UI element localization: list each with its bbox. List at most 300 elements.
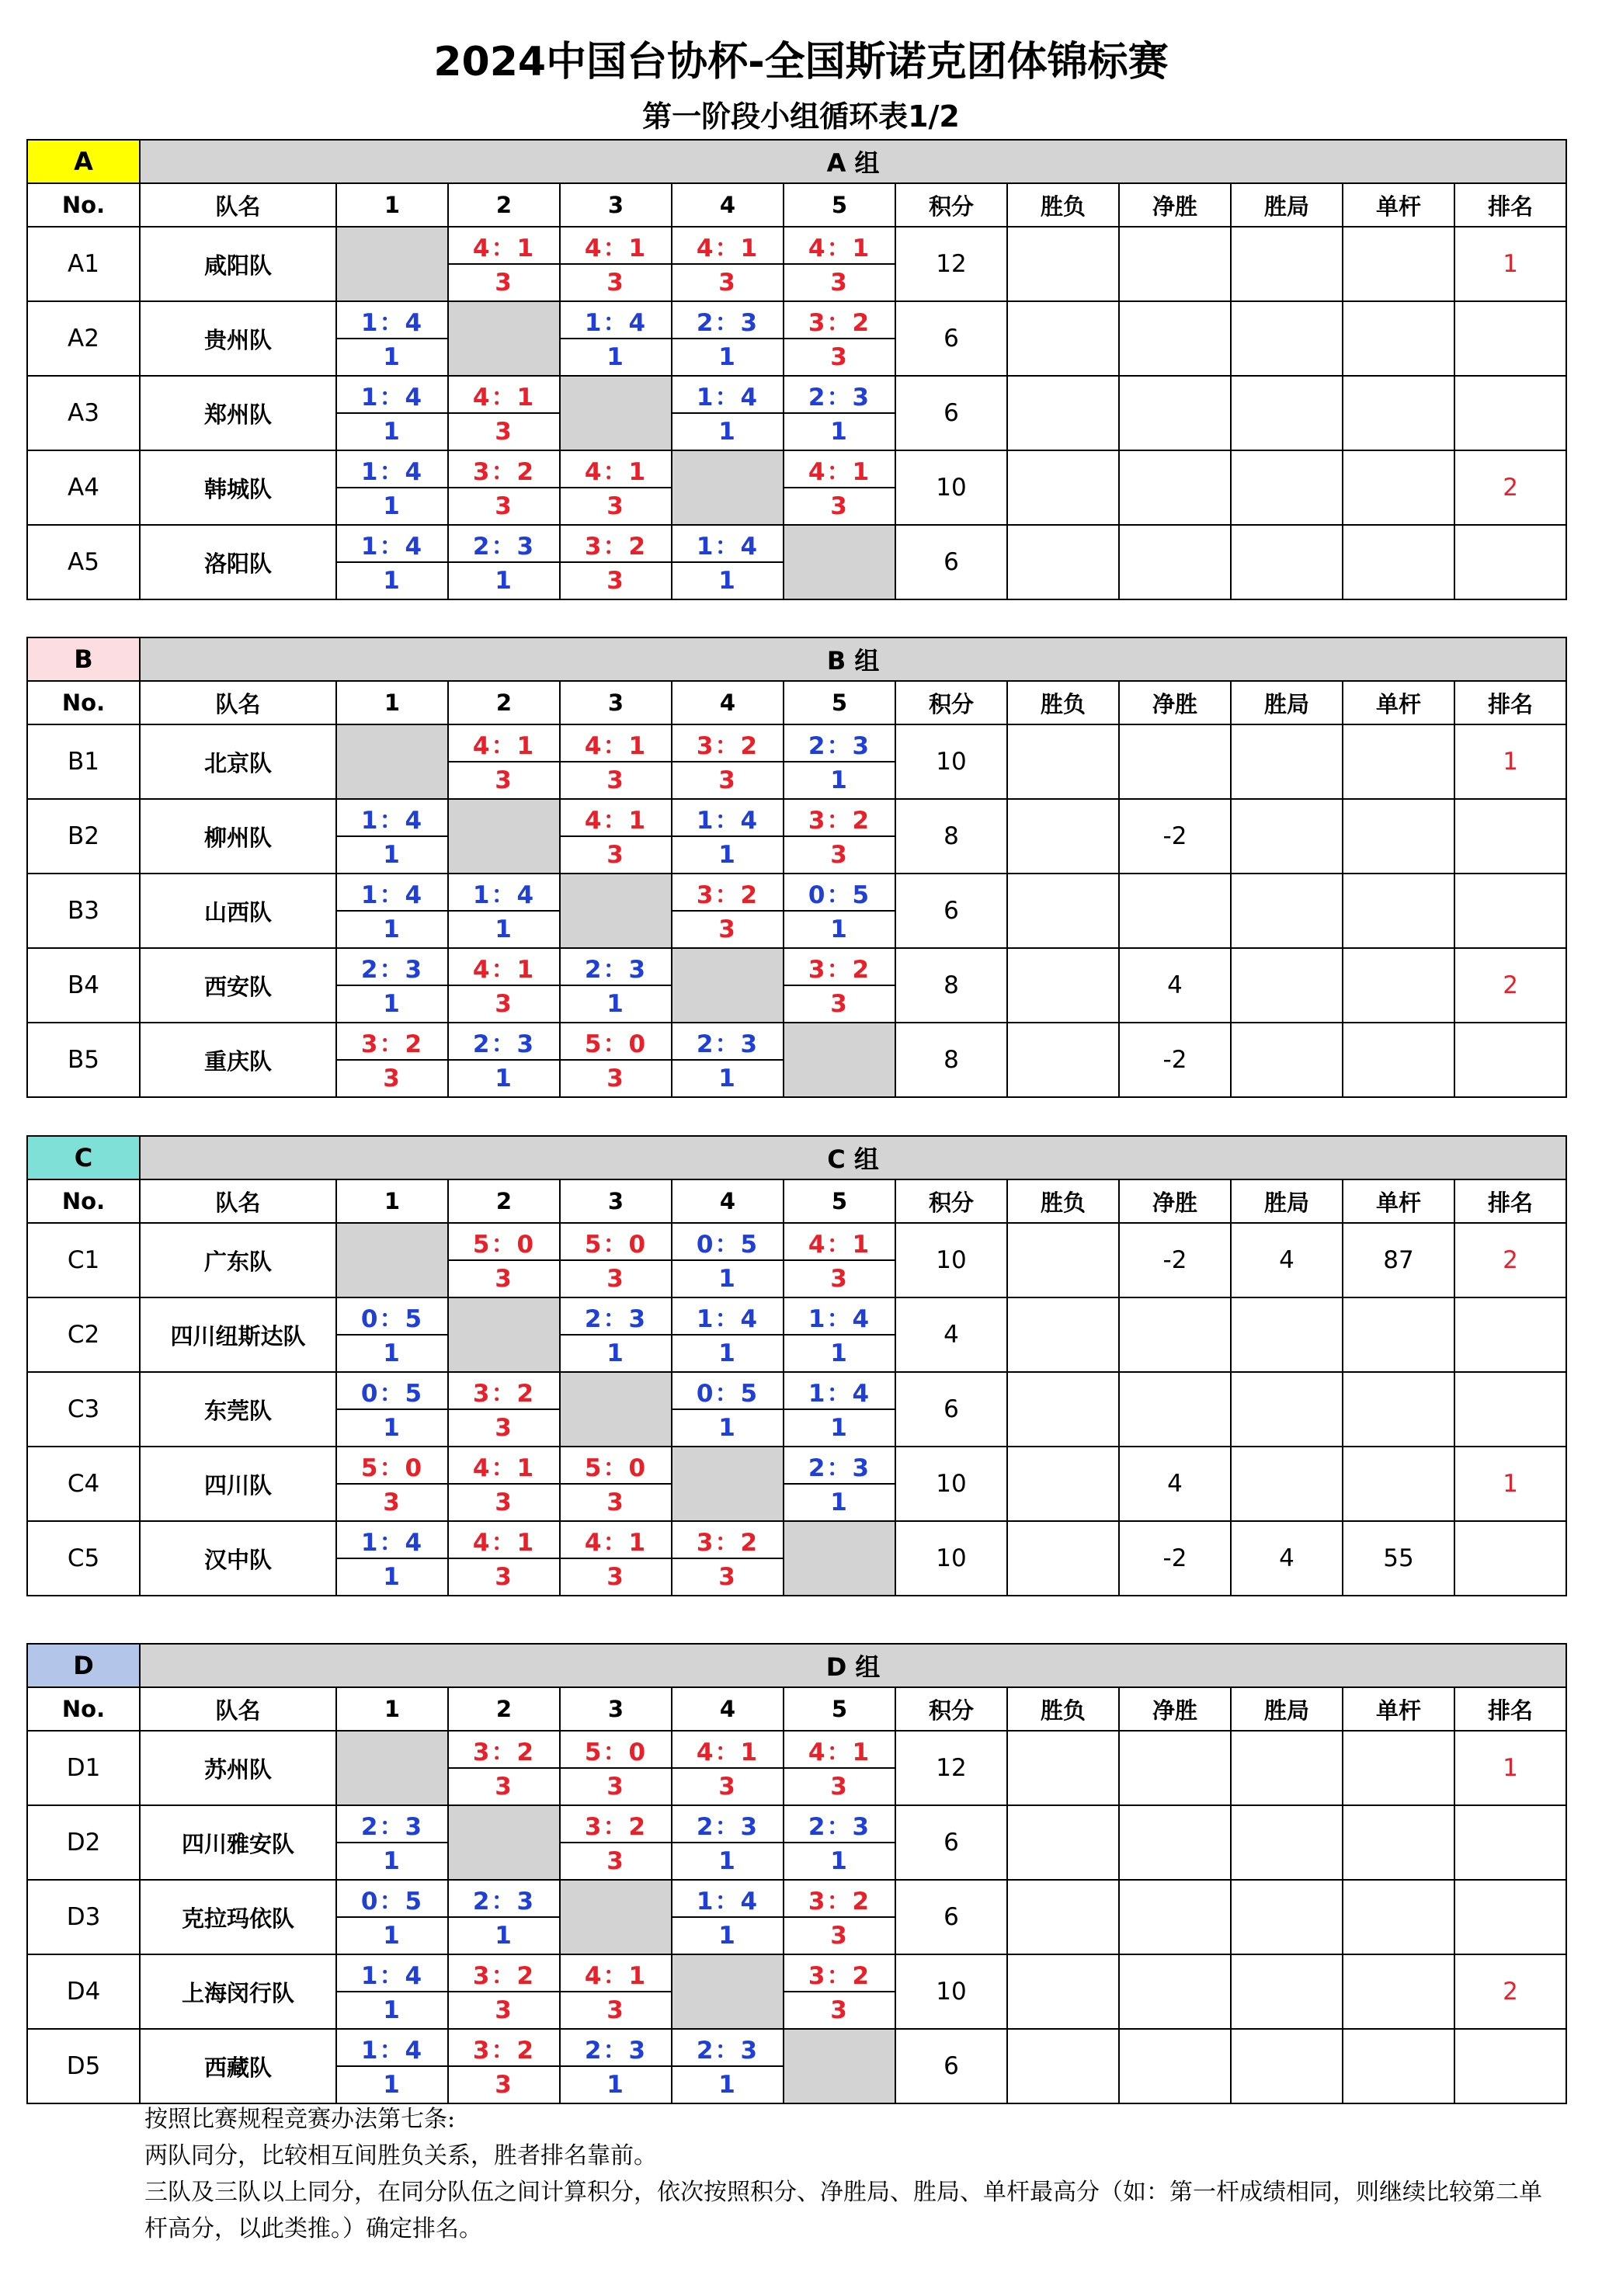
team-number: B4 [27, 948, 140, 1023]
match-points: 1 [784, 413, 895, 450]
column-header: 1 [336, 1687, 448, 1731]
match-points: 1 [784, 762, 895, 799]
high-break [1343, 1731, 1454, 1805]
rank [1454, 874, 1566, 948]
match-points: 3 [560, 264, 672, 301]
high-break [1343, 1880, 1454, 1954]
rank: 1 [1454, 724, 1566, 799]
match-points: 3 [560, 1558, 672, 1596]
high-break [1343, 1954, 1454, 2029]
frames-won [1231, 376, 1343, 450]
frames-won [1231, 2029, 1343, 2103]
team-number: B2 [27, 799, 140, 874]
match-points: 1 [784, 911, 895, 948]
match-points: 3 [448, 1992, 560, 2029]
team-number: C4 [27, 1447, 140, 1521]
match-points: 3 [784, 985, 895, 1023]
match-points: 1 [336, 911, 448, 948]
total-points: 10 [895, 1447, 1007, 1521]
high-break [1343, 301, 1454, 376]
match-score: 5：0 [560, 1731, 672, 1768]
match-points: 3 [560, 836, 672, 874]
rank [1454, 1372, 1566, 1447]
team-name: 西藏队 [140, 2029, 336, 2103]
column-header: 2 [448, 681, 560, 724]
match-points: 1 [672, 2066, 784, 2103]
win-loss [1007, 2029, 1119, 2103]
match-points: 3 [784, 1768, 895, 1805]
self-match-cell [784, 1521, 895, 1596]
column-header: 单杆 [1343, 681, 1454, 724]
match-points: 3 [560, 1260, 672, 1297]
column-header: 积分 [895, 1179, 1007, 1223]
group-name: A 组 [140, 140, 1566, 183]
match-score: 2：3 [336, 948, 448, 985]
team-row [27, 724, 1566, 762]
match-points: 1 [672, 413, 784, 450]
match-score: 2：3 [784, 376, 895, 413]
win-loss [1007, 1223, 1119, 1297]
match-points: 1 [672, 1335, 784, 1372]
match-points: 3 [784, 488, 895, 525]
team-row [27, 1521, 1566, 1558]
column-header: 5 [784, 1179, 895, 1223]
total-points: 10 [895, 450, 1007, 525]
team-number: B5 [27, 1023, 140, 1097]
total-points: 4 [895, 1297, 1007, 1372]
match-points: 3 [336, 1484, 448, 1521]
team-name: 重庆队 [140, 1023, 336, 1097]
match-score: 5：0 [560, 1223, 672, 1260]
group-code: A [27, 140, 140, 183]
column-header-row [27, 183, 1566, 227]
match-points: 3 [784, 339, 895, 376]
win-loss [1007, 1805, 1119, 1880]
match-points: 3 [448, 985, 560, 1023]
frames-won: 4 [1231, 1223, 1343, 1297]
frames-won [1231, 1297, 1343, 1372]
match-score: 0：5 [336, 1880, 448, 1917]
match-score: 1：4 [336, 799, 448, 836]
match-score: 2：3 [784, 1805, 895, 1843]
match-points: 1 [336, 836, 448, 874]
column-header: 队名 [140, 1179, 336, 1223]
net-frames [1119, 1805, 1231, 1880]
match-points: 1 [336, 1992, 448, 2029]
column-header: No. [27, 183, 140, 227]
match-points: 1 [448, 911, 560, 948]
self-match-cell [336, 227, 448, 301]
team-name: 汉中队 [140, 1521, 336, 1596]
team-number: C5 [27, 1521, 140, 1596]
match-score: 2：3 [784, 724, 895, 762]
match-score: 1：4 [448, 874, 560, 911]
total-points: 12 [895, 1731, 1007, 1805]
win-loss [1007, 1372, 1119, 1447]
match-points: 1 [560, 2066, 672, 2103]
column-header: 队名 [140, 681, 336, 724]
match-points: 3 [784, 1917, 895, 1954]
frames-won [1231, 525, 1343, 599]
team-row [27, 450, 1566, 488]
column-header: 排名 [1454, 1687, 1566, 1731]
net-frames [1119, 301, 1231, 376]
frames-won [1231, 724, 1343, 799]
team-name: 广东队 [140, 1223, 336, 1297]
match-score: 5：0 [560, 1447, 672, 1484]
column-header: 队名 [140, 1687, 336, 1731]
match-score: 2：3 [560, 2029, 672, 2066]
rank [1454, 301, 1566, 376]
net-frames: 4 [1119, 1447, 1231, 1521]
group-code: B [27, 637, 140, 681]
match-score: 5：0 [336, 1447, 448, 1484]
self-match-cell [448, 1297, 560, 1372]
total-points: 8 [895, 799, 1007, 874]
match-points: 3 [448, 1768, 560, 1805]
match-points: 1 [784, 1484, 895, 1521]
column-header: 胜局 [1231, 1179, 1343, 1223]
column-header: No. [27, 681, 140, 724]
match-points: 1 [784, 1843, 895, 1880]
self-match-cell [448, 799, 560, 874]
team-number: D5 [27, 2029, 140, 2103]
win-loss [1007, 874, 1119, 948]
match-score: 4：1 [560, 1954, 672, 1992]
match-points: 1 [336, 1409, 448, 1447]
match-points: 3 [672, 264, 784, 301]
match-score: 4：1 [560, 227, 672, 264]
column-header: 4 [672, 681, 784, 724]
match-points: 3 [560, 1843, 672, 1880]
match-score: 3：2 [672, 1521, 784, 1558]
match-score: 4：1 [448, 227, 560, 264]
match-score: 4：1 [672, 1731, 784, 1768]
net-frames [1119, 1880, 1231, 1954]
match-points: 1 [448, 1917, 560, 1954]
total-points: 10 [895, 1521, 1007, 1596]
match-score: 4：1 [784, 1731, 895, 1768]
column-header: 胜负 [1007, 183, 1119, 227]
rank: 2 [1454, 1223, 1566, 1297]
column-header: 2 [448, 183, 560, 227]
match-score: 2：3 [560, 948, 672, 985]
match-points: 1 [448, 1060, 560, 1097]
match-points: 3 [784, 1992, 895, 2029]
total-points: 6 [895, 1880, 1007, 1954]
team-name: 贵州队 [140, 301, 336, 376]
net-frames [1119, 724, 1231, 799]
match-score: 4：1 [784, 227, 895, 264]
total-points: 6 [895, 874, 1007, 948]
team-number: B1 [27, 724, 140, 799]
match-score: 4：1 [784, 450, 895, 488]
high-break: 87 [1343, 1223, 1454, 1297]
column-header: 3 [560, 681, 672, 724]
team-row [27, 1805, 1566, 1843]
team-number: B3 [27, 874, 140, 948]
match-points: 1 [672, 1260, 784, 1297]
team-name: 苏州队 [140, 1731, 336, 1805]
group-code: D [27, 1644, 140, 1687]
match-score: 3：2 [784, 1954, 895, 1992]
column-header: 5 [784, 1687, 895, 1731]
team-name: 北京队 [140, 724, 336, 799]
column-header: 排名 [1454, 681, 1566, 724]
team-row [27, 1023, 1566, 1060]
match-score: 2：3 [672, 1805, 784, 1843]
match-score: 3：2 [560, 525, 672, 562]
group-header-row [27, 1644, 1566, 1687]
team-name: 克拉玛依队 [140, 1880, 336, 1954]
match-points: 3 [448, 413, 560, 450]
team-number: A4 [27, 450, 140, 525]
team-row [27, 1954, 1566, 1992]
rules-notes [144, 2101, 1558, 2247]
high-break [1343, 874, 1454, 948]
match-points: 3 [560, 1484, 672, 1521]
match-score: 4：1 [560, 799, 672, 836]
match-score: 1：4 [336, 1521, 448, 1558]
frames-won [1231, 1880, 1343, 1954]
total-points: 6 [895, 2029, 1007, 2103]
match-score: 4：1 [448, 948, 560, 985]
match-score: 3：2 [784, 1880, 895, 1917]
rank [1454, 1805, 1566, 1880]
total-points: 12 [895, 227, 1007, 301]
total-points: 10 [895, 724, 1007, 799]
frames-won [1231, 301, 1343, 376]
match-points: 3 [784, 836, 895, 874]
match-score: 1：4 [336, 450, 448, 488]
match-points: 1 [336, 1558, 448, 1596]
team-row [27, 2029, 1566, 2066]
team-name: 洛阳队 [140, 525, 336, 599]
rank [1454, 1023, 1566, 1097]
team-row [27, 1372, 1566, 1409]
high-break [1343, 1372, 1454, 1447]
column-header: 3 [560, 183, 672, 227]
win-loss [1007, 799, 1119, 874]
column-header: 单杆 [1343, 1179, 1454, 1223]
team-row [27, 1223, 1566, 1260]
match-score: 3：2 [448, 1372, 560, 1409]
win-loss [1007, 1297, 1119, 1372]
win-loss [1007, 1447, 1119, 1521]
team-name: 韩城队 [140, 450, 336, 525]
match-points: 1 [784, 1409, 895, 1447]
column-header: 胜局 [1231, 183, 1343, 227]
match-score: 2：3 [448, 1023, 560, 1060]
match-points: 3 [672, 911, 784, 948]
match-points: 3 [448, 1558, 560, 1596]
match-points: 3 [672, 1768, 784, 1805]
frames-won [1231, 874, 1343, 948]
match-points: 3 [448, 1484, 560, 1521]
match-score: 2：3 [784, 1447, 895, 1484]
match-points: 1 [448, 562, 560, 599]
column-header: 胜局 [1231, 1687, 1343, 1731]
match-score: 3：2 [672, 874, 784, 911]
self-match-cell [672, 948, 784, 1023]
high-break [1343, 525, 1454, 599]
self-match-cell [560, 874, 672, 948]
column-header: 积分 [895, 183, 1007, 227]
net-frames [1119, 525, 1231, 599]
self-match-cell [672, 1954, 784, 2029]
net-frames [1119, 1731, 1231, 1805]
group-header-row [27, 1136, 1566, 1179]
team-number: D4 [27, 1954, 140, 2029]
total-points: 6 [895, 525, 1007, 599]
match-score: 4：1 [672, 227, 784, 264]
team-name: 西安队 [140, 948, 336, 1023]
win-loss [1007, 1521, 1119, 1596]
team-row [27, 301, 1566, 339]
column-header-row [27, 681, 1566, 724]
win-loss [1007, 1023, 1119, 1097]
column-header: 队名 [140, 183, 336, 227]
match-score: 1：4 [336, 874, 448, 911]
match-score: 1：4 [336, 301, 448, 339]
match-points: 3 [448, 488, 560, 525]
frames-won [1231, 1023, 1343, 1097]
match-points: 3 [560, 1992, 672, 2029]
team-row [27, 1297, 1566, 1335]
match-points: 3 [784, 1260, 895, 1297]
match-points: 3 [672, 1558, 784, 1596]
team-row [27, 376, 1566, 413]
match-score: 2：3 [672, 301, 784, 339]
match-points: 1 [336, 1843, 448, 1880]
frames-won [1231, 450, 1343, 525]
group-table-b [26, 637, 1567, 1098]
group-header-row [27, 140, 1566, 183]
group-table-d [26, 1643, 1567, 2104]
match-score: 2：3 [448, 525, 560, 562]
rank: 2 [1454, 1954, 1566, 2029]
column-header: 胜负 [1007, 681, 1119, 724]
net-frames: -2 [1119, 1023, 1231, 1097]
match-score: 4：1 [784, 1223, 895, 1260]
match-score: 0：5 [672, 1372, 784, 1409]
column-header: 单杆 [1343, 1687, 1454, 1731]
match-score: 3：2 [336, 1023, 448, 1060]
team-number: C2 [27, 1297, 140, 1372]
net-frames: -2 [1119, 799, 1231, 874]
column-header: No. [27, 1687, 140, 1731]
match-score: 4：1 [448, 1447, 560, 1484]
match-score: 3：2 [448, 2029, 560, 2066]
self-match-cell [672, 1447, 784, 1521]
page-title: 2024中国台协杯-全国斯诺克团体锦标赛 [433, 39, 1169, 85]
net-frames [1119, 1954, 1231, 2029]
team-number: D1 [27, 1731, 140, 1805]
group-name: C 组 [140, 1136, 1566, 1179]
match-score: 2：3 [672, 2029, 784, 2066]
frames-won [1231, 1731, 1343, 1805]
self-match-cell [448, 301, 560, 376]
high-break [1343, 724, 1454, 799]
match-points: 1 [672, 836, 784, 874]
match-points: 3 [336, 1060, 448, 1097]
match-points: 1 [784, 1335, 895, 1372]
page-subtitle: 第一阶段小组循环表1/2 [642, 99, 960, 134]
column-header: 胜负 [1007, 1179, 1119, 1223]
team-number: D2 [27, 1805, 140, 1880]
total-points: 8 [895, 948, 1007, 1023]
team-name: 山西队 [140, 874, 336, 948]
frames-won [1231, 1954, 1343, 2029]
frames-won [1231, 799, 1343, 874]
match-score: 1：4 [784, 1372, 895, 1409]
team-number: C1 [27, 1223, 140, 1297]
column-header: 排名 [1454, 183, 1566, 227]
group-table-c [26, 1135, 1567, 1596]
self-match-cell [336, 1223, 448, 1297]
self-match-cell [560, 1880, 672, 1954]
match-score: 3：2 [448, 450, 560, 488]
team-row [27, 874, 1566, 911]
frames-won: 4 [1231, 1521, 1343, 1596]
high-break [1343, 1447, 1454, 1521]
match-score: 2：3 [560, 1297, 672, 1335]
match-points: 3 [448, 264, 560, 301]
match-points: 1 [336, 985, 448, 1023]
column-header: 积分 [895, 681, 1007, 724]
win-loss [1007, 1954, 1119, 2029]
match-score: 3：2 [784, 799, 895, 836]
total-points: 6 [895, 376, 1007, 450]
win-loss [1007, 376, 1119, 450]
match-score: 3：2 [784, 948, 895, 985]
match-score: 3：2 [448, 1954, 560, 1992]
team-name: 上海闵行队 [140, 1954, 336, 2029]
match-points: 1 [560, 985, 672, 1023]
total-points: 10 [895, 1954, 1007, 2029]
match-score: 0：5 [672, 1223, 784, 1260]
high-break [1343, 1297, 1454, 1372]
column-header: 1 [336, 183, 448, 227]
match-points: 1 [672, 1060, 784, 1097]
match-points: 1 [336, 339, 448, 376]
self-match-cell [560, 1372, 672, 1447]
high-break [1343, 450, 1454, 525]
win-loss [1007, 1880, 1119, 1954]
column-header: 净胜 [1119, 1179, 1231, 1223]
column-header: 4 [672, 1179, 784, 1223]
net-frames [1119, 227, 1231, 301]
match-points: 1 [672, 562, 784, 599]
win-loss [1007, 948, 1119, 1023]
match-score: 1：4 [336, 1954, 448, 1992]
match-points: 3 [560, 1060, 672, 1097]
column-header: 积分 [895, 1687, 1007, 1731]
high-break [1343, 1023, 1454, 1097]
net-frames: -2 [1119, 1223, 1231, 1297]
high-break [1343, 2029, 1454, 2103]
column-header: No. [27, 1179, 140, 1223]
high-break [1343, 376, 1454, 450]
frames-won [1231, 948, 1343, 1023]
match-points: 1 [336, 1335, 448, 1372]
high-break [1343, 799, 1454, 874]
match-points: 1 [672, 339, 784, 376]
rules-note-line: 三队及三队以上同分，在同分队伍之间计算积分，依次按照积分、净胜局、胜局、单杆最高分（如：第一杆成绩相同，则继续比较第二单杆高分，以此类推。）确定排名。 [144, 2179, 1542, 2242]
match-score: 4：1 [448, 724, 560, 762]
match-score: 1：4 [336, 525, 448, 562]
team-row [27, 799, 1566, 836]
